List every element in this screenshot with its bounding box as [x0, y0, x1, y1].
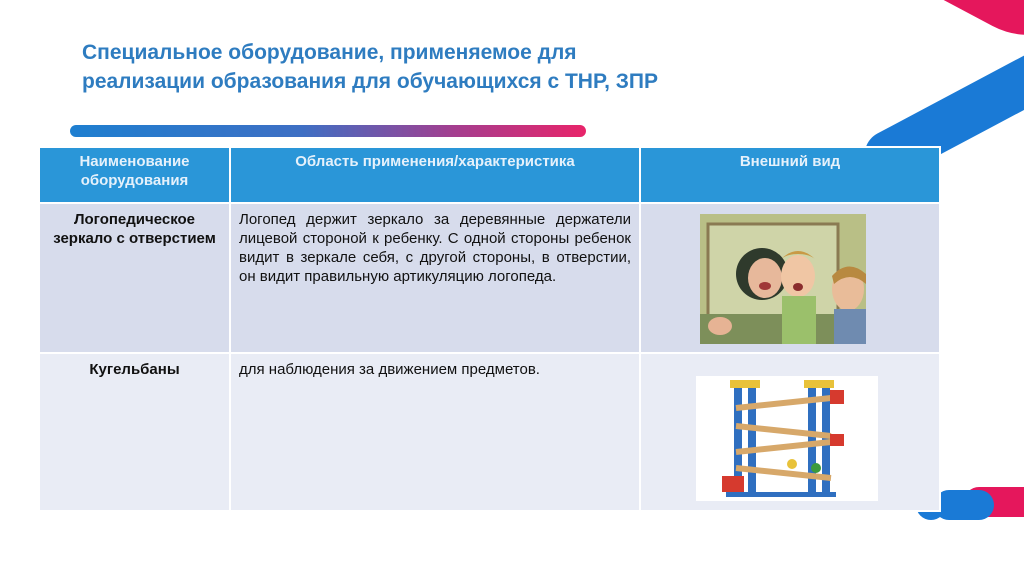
- table-header-row: [39, 147, 940, 203]
- table-row: [39, 353, 940, 511]
- marble-run-toy-photo: [696, 376, 878, 501]
- slide-title: [82, 38, 842, 96]
- equipment-image-cell: [640, 353, 940, 511]
- equipment-name: Логопедическое зеркало с отверстием: [39, 203, 230, 353]
- equipment-description: для наблюдения за движением предметов.: [230, 353, 640, 511]
- equipment-name: Кугельбаны: [39, 353, 230, 511]
- title-underline-bar: [70, 125, 586, 137]
- equipment-description: Логопед держит зеркало за деревянные держатели лицевой стороной к ребенку. С одной стороны ребенок видит в зеркале себя, с другой стороны, в отверстии, он видит правильную артикуляцию логопеда.: [230, 203, 640, 353]
- slide-title-line2: реализации образования для обучающихся с ТНР, ЗПР: [82, 70, 658, 93]
- equipment-table: [38, 146, 941, 512]
- header-appearance: Внешний вид: [640, 147, 940, 203]
- equipment-image-cell: [640, 203, 940, 353]
- slide-title-line1: Специальное оборудование, применяемое для: [82, 41, 577, 64]
- table-row: [39, 203, 940, 353]
- speech-therapy-mirror-photo: [700, 214, 866, 344]
- header-application: Область применения/характеристика: [230, 147, 640, 203]
- header-equipment-name: Наименование оборудования: [39, 147, 230, 203]
